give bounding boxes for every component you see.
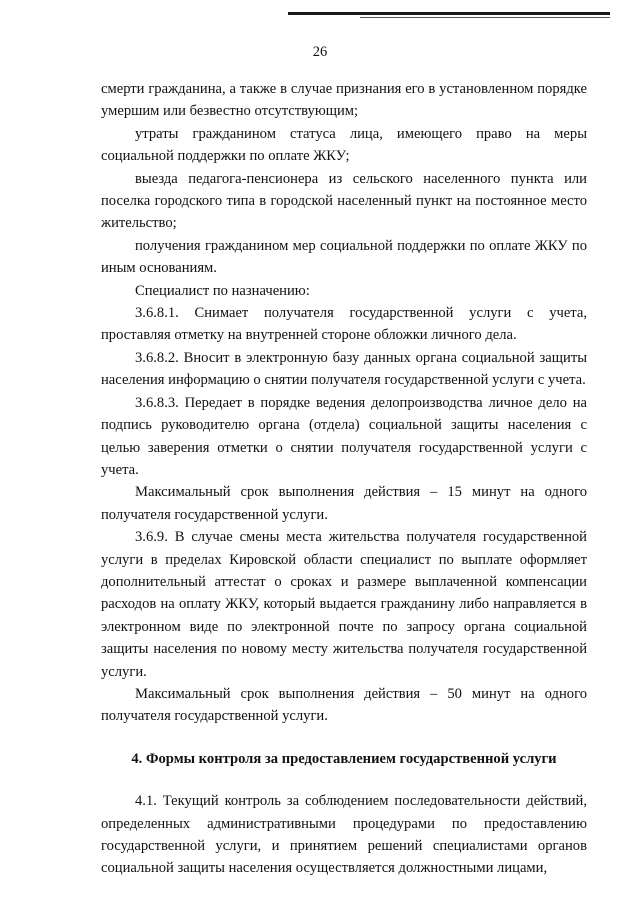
paragraph: Максимальный срок выполнения действия – 15 минут на одного получателя государственной услуги. [101,484,587,523]
paragraph: 4.1. Текущий контроль за соблюдением последовательности действий, определенных административными процедурами по предоставлению государственной услуги, и принятием решений специалистами органов социальной защиты населения осуществляется должностными лицами, [101,793,587,877]
paragraph: утраты гражданином статуса лица, имеющего право на меры социальной поддержки по оплате ЖКУ; [101,125,587,165]
section-heading: 4. Формы контроля за предоставлением государственной услуги [131,750,557,767]
paragraph: выезда педагога-пенсионера из сельского населенного пункта или поселка городского типа в городской населенный пункт на постоянное место жительство; [101,170,587,232]
top-rule [288,12,610,15]
paragraph: 3.6.8.1. Снимает получателя государственной услуги с учета, проставляя отметку на внутренней стороне обложки личного дела. [101,305,587,344]
page-number: 26 [312,44,328,60]
paragraph: 3.6.9. В случае смены места жительства получателя государственной услуги в пределах Кировской области специалист по выплате оформляет дополнительный аттестат о сроках и размере выплаченной компенсации расходов на оплату ЖКУ, который выдается гражданину либо направляется в электронном виде по электронной почте по запросу органа социальной защиты населения по новому месту жительства получателя государственной услуги. [101,529,587,680]
paragraph: 3.6.8.3. Передает в порядке ведения делопроизводства личное дело на подпись руководителю органа (отдела) социальной защиты населения с целью заверения отметки о снятии получателя государственной услуги с учета. [101,394,587,478]
paragraph: Максимальный срок выполнения действия – 50 минут на одного получателя государственной услуги. [101,685,587,725]
top-rule-thin [360,17,610,18]
paragraph: получения гражданином мер социальной поддержки по оплате ЖКУ по иным основаниям. [101,237,587,277]
paragraph: Специалист по назначению: [135,282,310,299]
page-body [101,78,587,880]
paragraph: смерти гражданина, а также в случае признания его в установленном порядке умершим или безвестно отсутствующим; [101,81,587,120]
paragraph: 3.6.8.2. Вносит в электронную базу данных органа социальной защиты населения информацию о снятии получателя государственной услуги с учета. [101,349,587,389]
